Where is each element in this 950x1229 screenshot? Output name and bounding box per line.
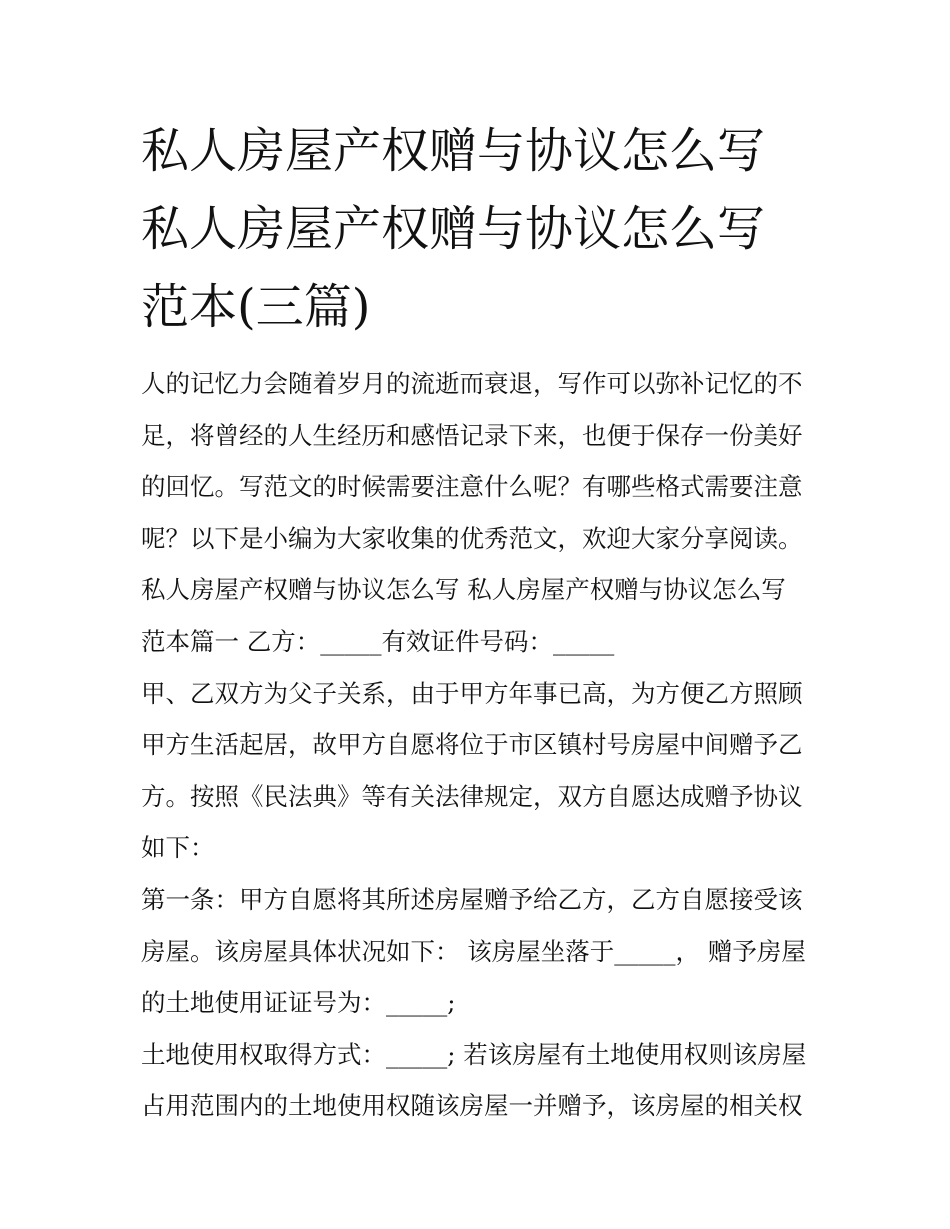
body-line-12: 房屋。该房屋具体状况如下： 该房屋坐落于_____， 赠予房屋: [141, 936, 806, 966]
body-line-1: 人的记忆力会随着岁月的流逝而衰退，写作可以弥补记忆的不: [141, 369, 803, 398]
body-line-8: 甲方生活起居，故甲方自愿将位于市区镇村号房屋中间赠予乙: [141, 730, 803, 760]
body-line-4: 呢？以下是小编为大家收集的优秀范文，欢迎大家分享阅读。: [141, 523, 803, 553]
body-line-14: 土地使用权取得方式：_____; 若该房屋有土地使用权则该房屋: [141, 1039, 807, 1069]
body-line-10: 如下：: [141, 833, 215, 863]
body-line-15: 占用范围内的土地使用权随该房屋一并赠予，该房屋的相关权: [141, 1091, 803, 1121]
body-line-11: 第一条：甲方自愿将其所述房屋赠予给乙方，乙方自愿接受该: [141, 884, 803, 914]
body-line-3: 的回忆。写范文的时候需要注意什么呢？有哪些格式需要注意: [141, 472, 803, 502]
body-line-6: 范本篇一 乙方：_____有效证件号码：_____: [141, 626, 615, 656]
body-line-13: 的土地使用证证号为：_____;: [141, 988, 456, 1018]
title-line-2: 私人房屋产权赠与协议怎么写: [141, 201, 766, 257]
title-line-3: 范本(三篇): [141, 279, 371, 335]
document-title: [141, 112, 821, 346]
body-line-7: 甲、乙双方为父子关系，由于甲方年事已高，为方便乙方照顾: [141, 678, 803, 708]
document-page: [141, 112, 821, 1132]
body-line-9: 方。按照《民法典》等有关法律规定，双方自愿达成赠予协议: [141, 781, 803, 811]
document-body: [141, 358, 821, 1132]
title-line-1: 私人房屋产权赠与协议怎么写: [141, 123, 766, 179]
body-line-5: 私人房屋产权赠与协议怎么写 私人房屋产权赠与协议怎么写: [141, 575, 786, 605]
body-line-2: 足，将曾经的人生经历和感悟记录下来，也便于保存一份美好: [141, 420, 803, 450]
